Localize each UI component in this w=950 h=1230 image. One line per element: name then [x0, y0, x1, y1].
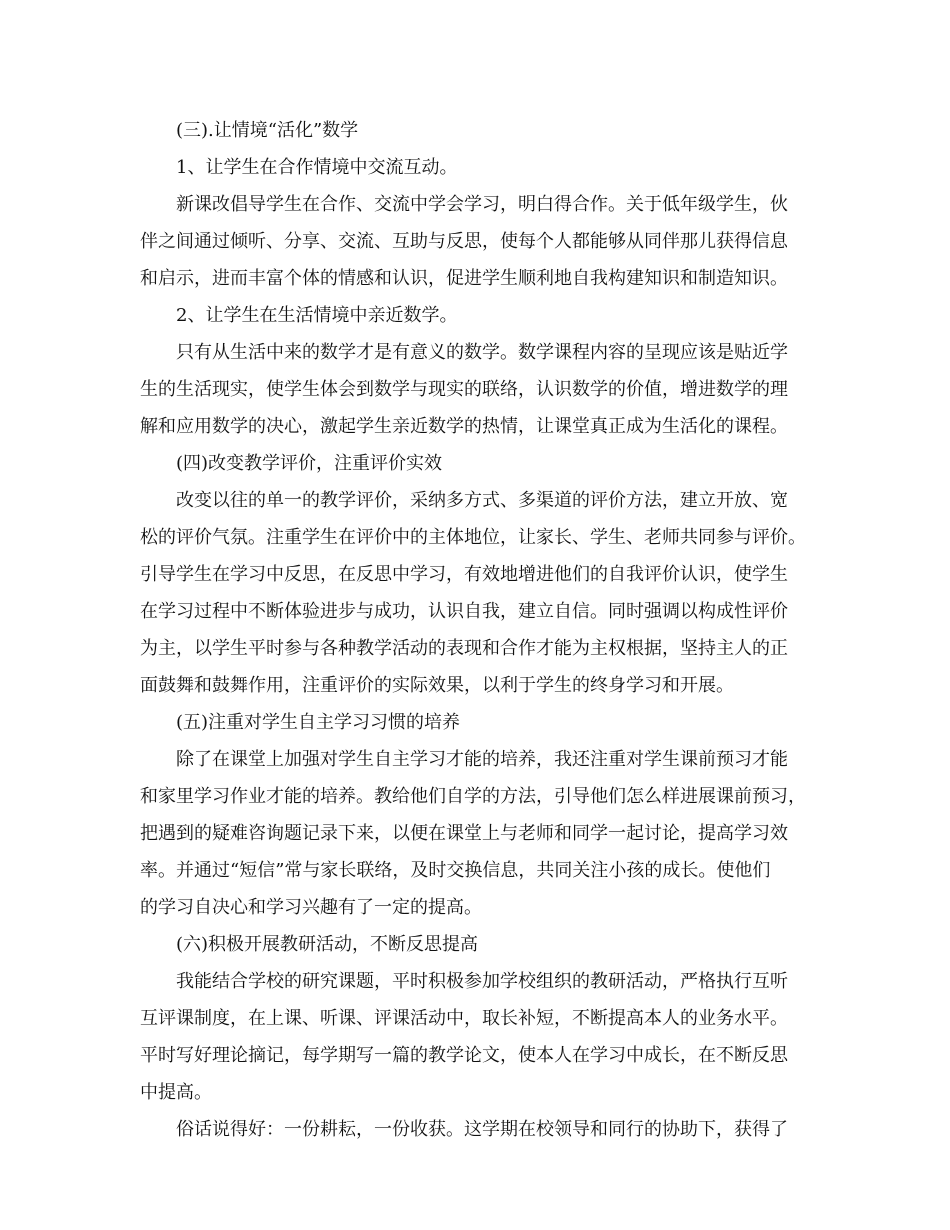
paragraph-line: 和启示，进而丰富个体的情感和认识，促进学生顺利地自我构建知识和制造知识。	[140, 268, 788, 289]
paragraph-line: 我能结合学校的研究课题，平时积极参加学校组织的教研活动，严格执行互听	[140, 971, 788, 992]
paragraph-line: 为主，以学生平时参与各种教学活动的表现和合作才能为主权根据，坚持主人的正	[140, 638, 788, 659]
section-heading: (五)注重对学生自主学习习惯的培养	[140, 712, 461, 733]
section-heading: (四)改变教学评价，注重评价实效	[140, 453, 443, 474]
paragraph-line: 生的生活现实，使学生体会到数学与现实的联络，认识数学的价值，增进数学的理	[140, 379, 788, 400]
paragraph-line: 把遇到的疑难咨询题记录下来，以便在课堂上与老师和同学一起讨论，提高学习效	[140, 823, 788, 844]
subsection-heading: 2、让学生在生活情境中亲近数学。	[140, 305, 458, 326]
paragraph-line: 新课改倡导学生在合作、交流中学会学习，明白得合作。关于低年级学生，伙	[140, 194, 788, 215]
section-heading: (三).让情境“活化”数学	[140, 120, 359, 141]
paragraph-line: 伴之间通过倾听、分享、交流、互助与反思，使每个人都能够从同伴那儿获得信息	[140, 231, 788, 252]
paragraph-line: 和家里学习作业才能的培养。教给他们自学的方法，引导他们怎么样进展课前预习，	[140, 786, 806, 807]
document-body	[140, 112, 820, 1148]
paragraph-line: 松的评价气氛。注重学生在评价中的主体地位，让家长、学生、老师共同参与评价。	[140, 527, 806, 548]
section-heading: (六)积极开展教研活动，不断反思提高	[140, 934, 479, 955]
paragraph-line: 俗话说得好：一份耕耘，一份收获。这学期在校领导和同行的协助下，获得了	[140, 1119, 788, 1140]
paragraph-line: 面鼓舞和鼓舞作用，注重评价的实际效果，以利于学生的终身学习和开展。	[140, 675, 734, 696]
paragraph-line: 在学习过程中不断体验进步与成功，认识自我，建立自信。同时强调以构成性评价	[140, 601, 788, 622]
paragraph-line: 除了在课堂上加强对学生自主学习才能的培养，我还注重对学生课前预习才能	[140, 749, 788, 770]
paragraph-line: 只有从生活中来的数学才是有意义的数学。数学课程内容的呈现应该是贴近学	[140, 342, 788, 363]
paragraph-line: 互评课制度，在上课、听课、评课活动中，取长补短，不断提高本人的业务水平。	[140, 1008, 788, 1029]
paragraph-line: 中提高。	[140, 1082, 212, 1103]
paragraph-line: 引导学生在学习中反思，在反思中学习，有效地增进他们的自我评价认识，使学生	[140, 564, 788, 585]
paragraph-line: 的学习自决心和学习兴趣有了一定的提高。	[140, 897, 482, 918]
paragraph-line: 平时写好理论摘记，每学期写一篇的教学论文，使本人在学习中成长，在不断反思	[140, 1045, 788, 1066]
paragraph-line: 率。并通过“短信”常与家长联络，及时交换信息，共同关注小孩的成长。使他们	[140, 860, 771, 881]
paragraph-line: 改变以往的单一的教学评价，采纳多方式、多渠道的评价方法，建立开放、宽	[140, 490, 788, 511]
paragraph-line: 解和应用数学的决心，激起学生亲近数学的热情，让课堂真正成为生活化的课程。	[140, 416, 788, 437]
subsection-heading: 1、让学生在合作情境中交流互动。	[140, 157, 458, 178]
